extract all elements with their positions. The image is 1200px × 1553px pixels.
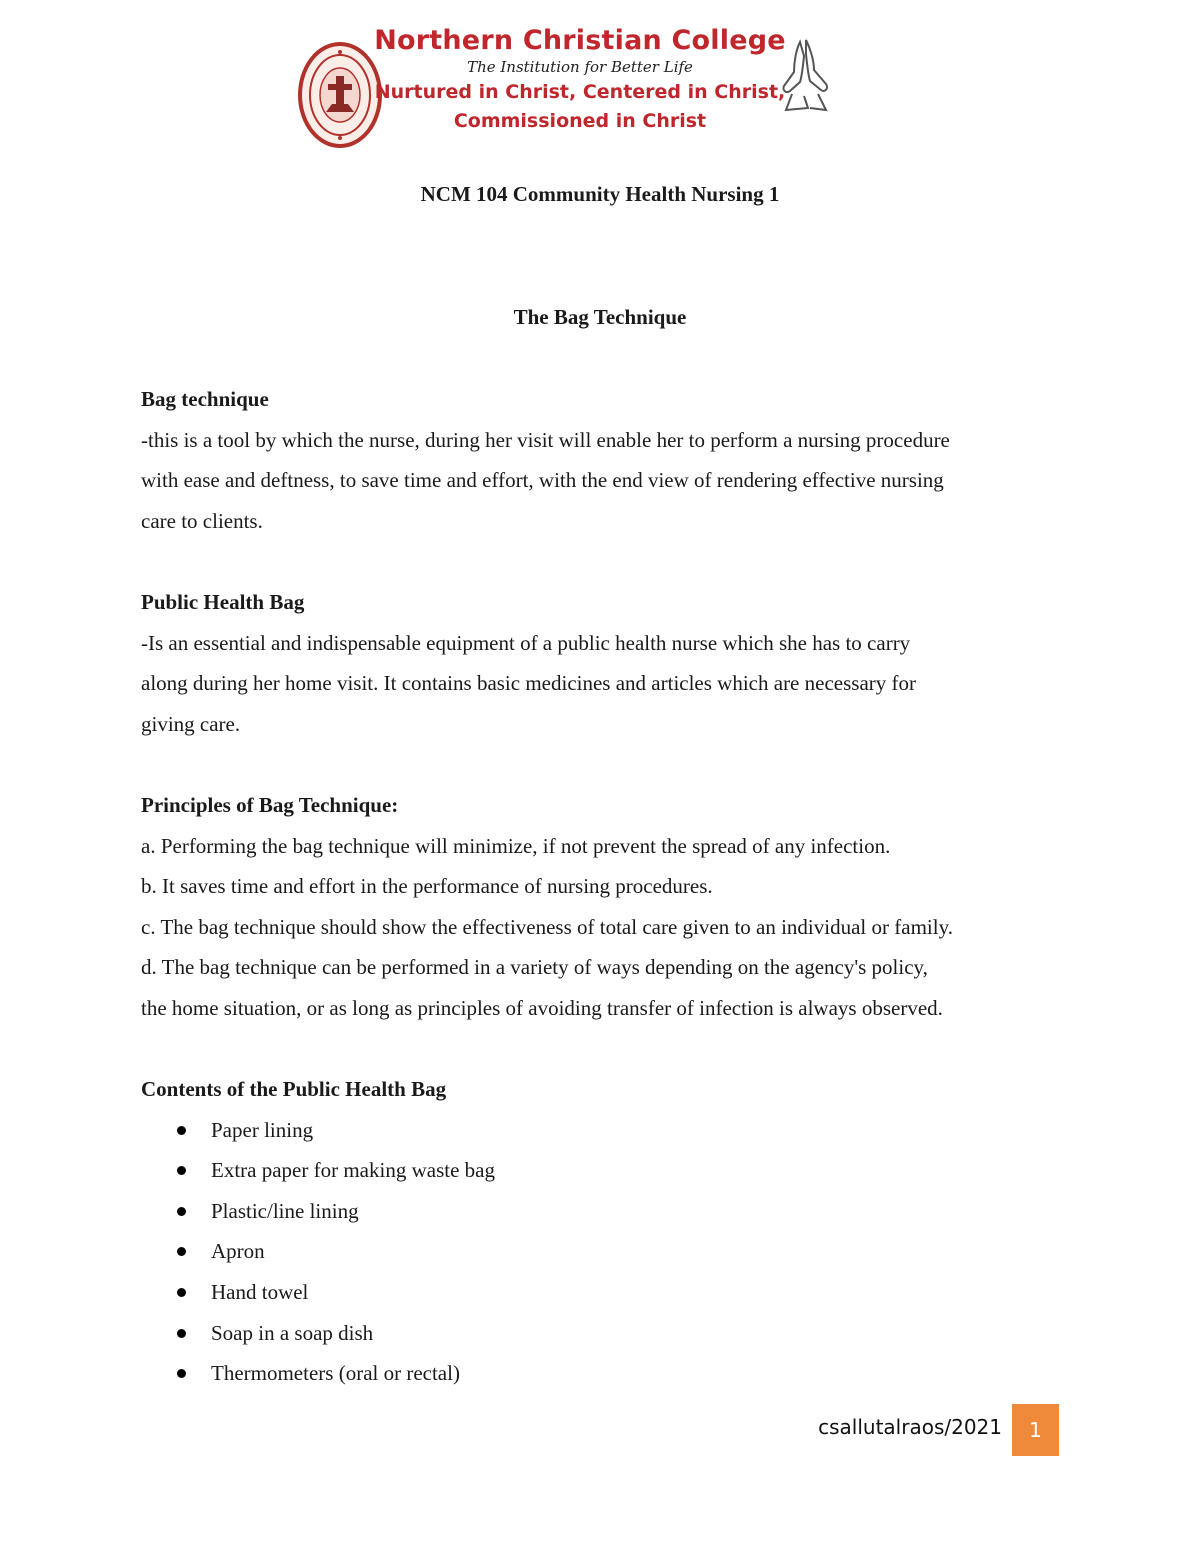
paragraph-line: along during her home visit. It contains basic medicines and articles which are necessary for <box>141 671 916 696</box>
course-title: NCM 104 Community Health Nursing 1 <box>420 182 780 206</box>
college-tagline-1: Nurtured in Christ, Centered in Christ, <box>374 81 786 103</box>
letterhead <box>298 24 838 142</box>
college-name: Northern Christian College <box>374 25 786 56</box>
list-item: Hand towel <box>141 1272 1061 1313</box>
section-heading: Principles of Bag Technique: <box>141 793 399 817</box>
list-item: Plastic/line lining <box>141 1191 1061 1232</box>
list-item: Extra paper for making waste bag <box>141 1150 1061 1191</box>
bullet-icon <box>177 1247 186 1256</box>
section-heading: Public Health Bag <box>141 590 305 614</box>
bullet-icon <box>177 1288 186 1297</box>
section-bag-technique <box>141 379 1061 541</box>
paragraph-line: giving care. <box>141 711 241 736</box>
paragraph-line: with ease and deftness, to save time and effort, with the end view of rendering effective nursing <box>141 468 944 493</box>
principle-item: the home situation, or as long as principles of avoiding transfer of infection is always observed. <box>141 995 943 1020</box>
college-tagline-2: Commissioned in Christ <box>453 110 707 132</box>
section-contents <box>141 1069 1061 1394</box>
document-title: The Bag Technique <box>513 305 687 329</box>
college-motto: The Institution for Better Life <box>467 58 693 76</box>
section-heading: Contents of the Public Health Bag <box>141 1077 447 1101</box>
bullet-icon <box>177 1207 186 1216</box>
principle-item: d. The bag technique can be performed in a variety of ways depending on the agency's policy, <box>141 955 928 980</box>
bullet-icon <box>177 1369 186 1378</box>
list-item: Soap in a soap dish <box>141 1313 1061 1354</box>
list-item: Thermometers (oral or rectal) <box>141 1353 1061 1394</box>
page-number: 1 <box>1012 1404 1059 1456</box>
list-item: Paper lining <box>141 1110 1061 1151</box>
principle-item: a. Performing the bag technique will minimize, if not prevent the spread of any infection. <box>141 833 891 858</box>
principle-item: b. It saves time and effort in the performance of nursing procedures. <box>141 874 713 899</box>
footer-author: csallutalraos/2021 <box>818 1415 1002 1439</box>
praying-hands-icon <box>774 36 834 116</box>
paragraph-line: -Is an essential and indispensable equipment of a public health nurse which she has to carry <box>141 630 911 655</box>
bullet-icon <box>177 1126 186 1135</box>
section-heading: Bag technique <box>141 387 269 411</box>
paragraph-line: -this is a tool by which the nurse, during her visit will enable her to perform a nursing procedure <box>141 427 950 452</box>
bullet-icon <box>177 1166 186 1175</box>
bullet-icon <box>177 1329 186 1338</box>
principle-item: c. The bag technique should show the effectiveness of total care given to an individual or family. <box>141 914 953 939</box>
paragraph-line: care to clients. <box>141 508 263 533</box>
section-principles <box>141 785 1061 1029</box>
section-public-health-bag <box>141 582 1061 744</box>
contents-list <box>141 1110 1061 1394</box>
list-item: Apron <box>141 1231 1061 1272</box>
